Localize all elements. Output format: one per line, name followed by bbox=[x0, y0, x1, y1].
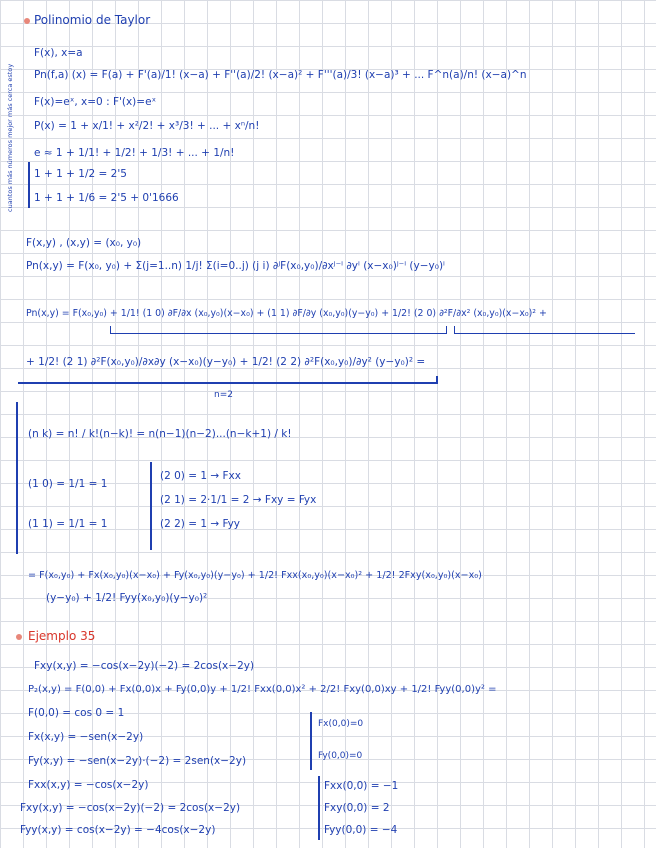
function-definition: F(x), x=a bbox=[34, 47, 83, 59]
fyy-derivative: Fyy(x,y) = cos(x−2y) = −4cos(x−2y) bbox=[20, 824, 216, 836]
e-approximation: e ≈ 1 + 1/1! + 1/2! + 1/3! + ... + 1/n! bbox=[34, 147, 235, 159]
example-function: Fxy(x,y) = −cos(x−2y)(−2) = 2cos(x−2y) bbox=[34, 660, 255, 672]
result-line-2: (y−y₀) + 1/2! Fyy(x₀,y₀)(y−y₀)² bbox=[46, 592, 208, 604]
fy-derivative: Fy(x,y) = −sen(x−2y)·(−2) = 2sen(x−2y) bbox=[28, 755, 247, 767]
binomial-1-0: (1 0) = 1/1 = 1 bbox=[28, 478, 108, 490]
binomial-definition: (n k) = n! / k!(n−k)! = n(n−1)(n−2)...(n−k+1) / k! bbox=[28, 428, 292, 440]
order-label: n=2 bbox=[214, 390, 233, 400]
taylor-polynomial-formula: Pn(f,a) (x) = F(a) + F'(a)/1! (x−a) + F''(a)/2! (x−a)² + F'''(a)/3! (x−a)³ + ... F^n(a)/n! (x−a)^n bbox=[34, 69, 527, 81]
order-bracket-tick bbox=[436, 376, 438, 383]
fx-at-origin: Fx(0,0)=0 bbox=[318, 719, 364, 729]
section-title: Polinomio de Taylor bbox=[34, 13, 151, 27]
two-variable-function: F(x,y) , (x,y) = (x₀, y₀) bbox=[26, 237, 142, 249]
values-divider-top bbox=[310, 712, 312, 770]
fxy-at-origin: Fxy(0,0) = 2 bbox=[324, 802, 390, 814]
exponential-example: F(x)=eˣ, x=0 : F'(x)=eˣ bbox=[34, 96, 157, 108]
f-at-origin: F(0,0) = cos 0 = 1 bbox=[28, 707, 125, 719]
approx-brace bbox=[28, 162, 30, 208]
section-left-rule bbox=[16, 402, 18, 554]
binomial-2-1: (2 1) = 2·1/1 = 2 → Fxy = Fyx bbox=[160, 494, 317, 506]
expanded-formula-line-2: + 1/2! (2 1) ∂²F(x₀,y₀)/∂x∂y (x−x₀)(y−y₀) + 1/2! (2 2) ∂²F(x₀,y₀)/∂y² (y−y₀)² = bbox=[26, 356, 426, 368]
example-title: Ejemplo 35 bbox=[28, 629, 96, 643]
binomial-2-0: (2 0) = 1 → Fxx bbox=[160, 470, 241, 482]
binomial-2-2: (2 2) = 1 → Fyy bbox=[160, 518, 241, 530]
second-order-bracket bbox=[454, 326, 635, 334]
values-divider-bottom bbox=[318, 776, 320, 840]
fxx-derivative: Fxx(x,y) = −cos(x−2y) bbox=[28, 779, 149, 791]
side-note: cuantos más números mejor más cerca estoy bbox=[6, 63, 14, 212]
fxy-derivative: Fxy(x,y) = −cos(x−2y)(−2) = 2cos(x−2y) bbox=[20, 802, 241, 814]
approximation-2: 1 + 1 + 1/6 = 2'5 + 0'1666 bbox=[34, 192, 179, 204]
binomial-divider bbox=[150, 462, 152, 550]
fy-at-origin: Fy(0,0)=0 bbox=[318, 751, 363, 761]
fyy-at-origin: Fyy(0,0) = −4 bbox=[324, 824, 398, 836]
expanded-formula-line-1: Pn(x,y) = F(x₀,y₀) + 1/1! (1 0) ∂F/∂x (x₀,y₀)(x−x₀) + (1 1) ∂F/∂y (x₀,y₀)(y−y₀) + 1/2! (2 0) ∂²F/∂x² (x₀,y₀)(x−x₀)² + bbox=[26, 308, 547, 319]
result-line-1: = F(x₀,y₀) + Fx(x₀,y₀)(x−x₀) + Fy(x₀,y₀)(y−y₀) + 1/2! Fxx(x₀,y₀)(x−x₀)² + 1/2! 2Fxy(x₀,y₀)(x−x₀) bbox=[28, 570, 482, 581]
exponential-polynomial: P(x) = 1 + x/1! + x²/2! + x³/3! + ... + xⁿ/n! bbox=[34, 120, 260, 132]
section-bullet bbox=[24, 18, 30, 24]
fx-derivative: Fx(x,y) = −sen(x−2y) bbox=[28, 731, 144, 743]
order-bracket-line bbox=[18, 382, 438, 384]
approximation-1: 1 + 1 + 1/2 = 2'5 bbox=[34, 168, 127, 180]
example-polynomial: P₂(x,y) = F(0,0) + Fx(0,0)x + Fy(0,0)y + 1/2! Fxx(0,0)x² + 2/2! Fxy(0,0)xy + 1/2! Fyy(0,0)y² = bbox=[28, 684, 497, 695]
binomial-1-1: (1 1) = 1/1 = 1 bbox=[28, 518, 108, 530]
first-order-bracket bbox=[110, 326, 447, 334]
example-bullet bbox=[16, 634, 22, 640]
general-taylor-formula: Pn(x,y) = F(x₀, y₀) + Σ(j=1..n) 1/j! Σ(i=0..j) (j i) ∂ʲF(x₀,y₀)/∂xʲ⁻ⁱ ∂yⁱ (x−x₀)ʲ⁻ⁱ (y−y₀)ⁱ bbox=[26, 260, 445, 272]
fxx-at-origin: Fxx(0,0) = −1 bbox=[324, 780, 399, 792]
